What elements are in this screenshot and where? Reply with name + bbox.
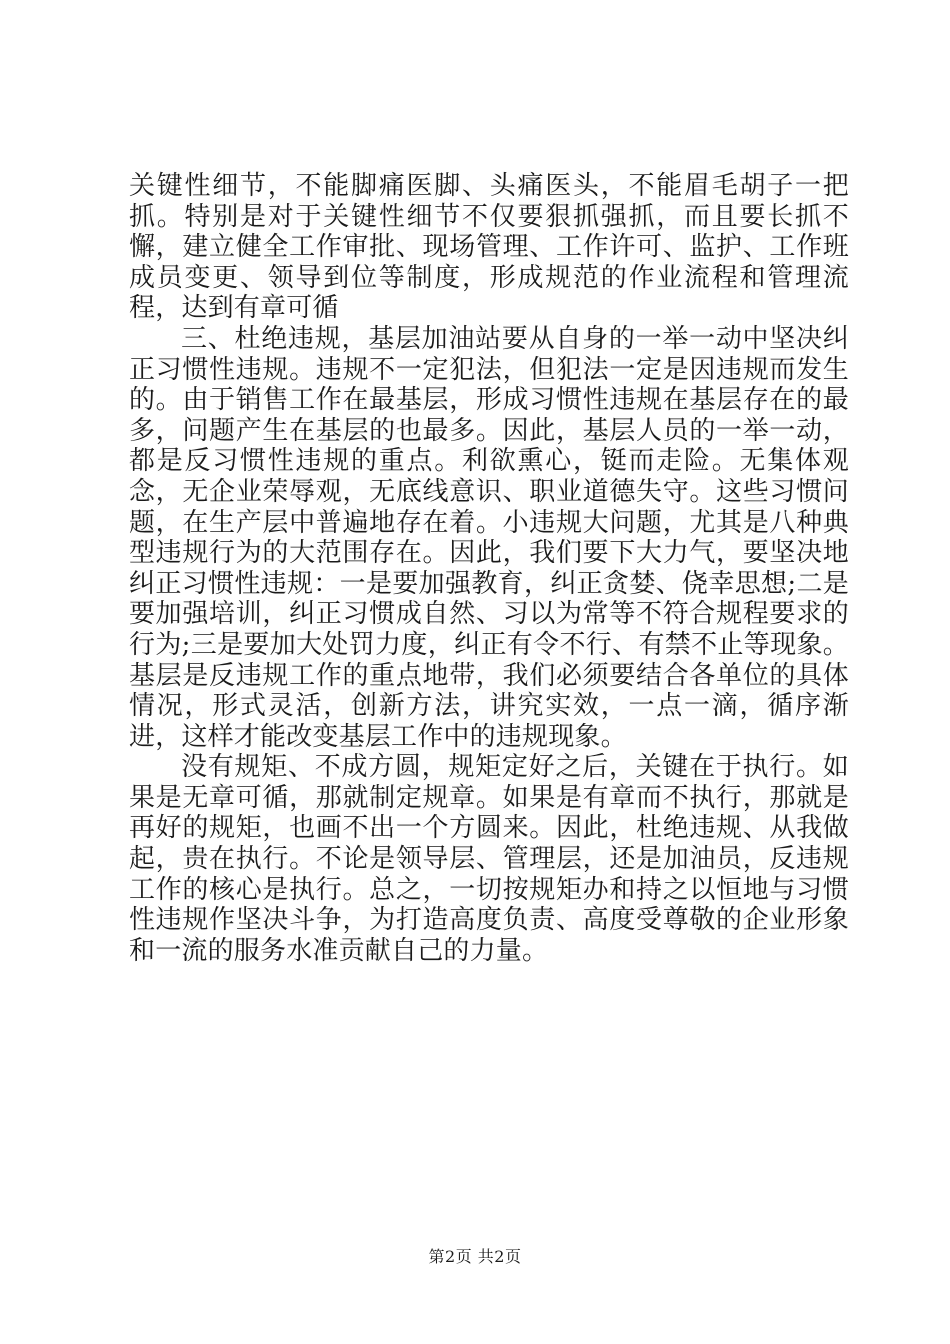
page-number-footer: 第2页 共2页: [428, 1247, 522, 1266]
paragraph-section-three: 三、杜绝违规，基层加油站要从自身的一举一动中坚决纠正习惯性违规。违规不一定犯法，但犯法一定是因违规而发生的。由于销售工作在最基层，形成习惯性违规在基层存在的最多，问题产生在基层的也最多。因此，基层人员的一举一动，都是反习惯性违规的重点。利欲熏心，铤而走险。无集体观念，无企业荣辱观，无底线意识、职业道德失守。这些习惯问题，在生产层中普遍地存在着。小违规大问题，尤其是八种典型违规行为的大范围存在。因此，我们要下大力气，要坚决地纠正习惯性违规：一是要加强教育，纠正贪婪、侥幸思想;二是要加强培训，纠正习惯成自然、习以为常等不符合规程要求的行为;三是要加大处罚力度，纠正有令不行、有禁不止等现象。基层是反违规工作的重点地带，我们必须要结合各单位的具体情况，形式灵活，创新方法，讲究实效，一点一滴，循序渐进，这样才能改变基层工作中的违规现象。: [129, 323, 849, 752]
paragraph-continuation: 关键性细节，不能脚痛医脚、头痛医头，不能眉毛胡子一把抓。特别是对于关键性细节不仅要狠抓强抓，而且要长抓不懈，建立健全工作审批、现场管理、工作许可、监护、工作班成员变更、领导到位等制度，形成规范的作业流程和管理流程，达到有章可循: [129, 171, 849, 324]
document-body: [129, 171, 849, 966]
paragraph-conclusion: 没有规矩、不成方圆，规矩定好之后，关键在于执行。如果是无章可循，那就制定规章。如果是有章而不执行，那就是再好的规矩，也画不出一个方圆来。因此，杜绝违规、从我做起，贵在执行。不论是领导层、管理层，还是加油员，反违规工作的核心是执行。总之，一切按规矩办和持之以恒地与习惯性违规作坚决斗争，为打造高度负责、高度受尊敬的企业形象和一流的服务水准贡献自己的力量。: [129, 752, 849, 966]
